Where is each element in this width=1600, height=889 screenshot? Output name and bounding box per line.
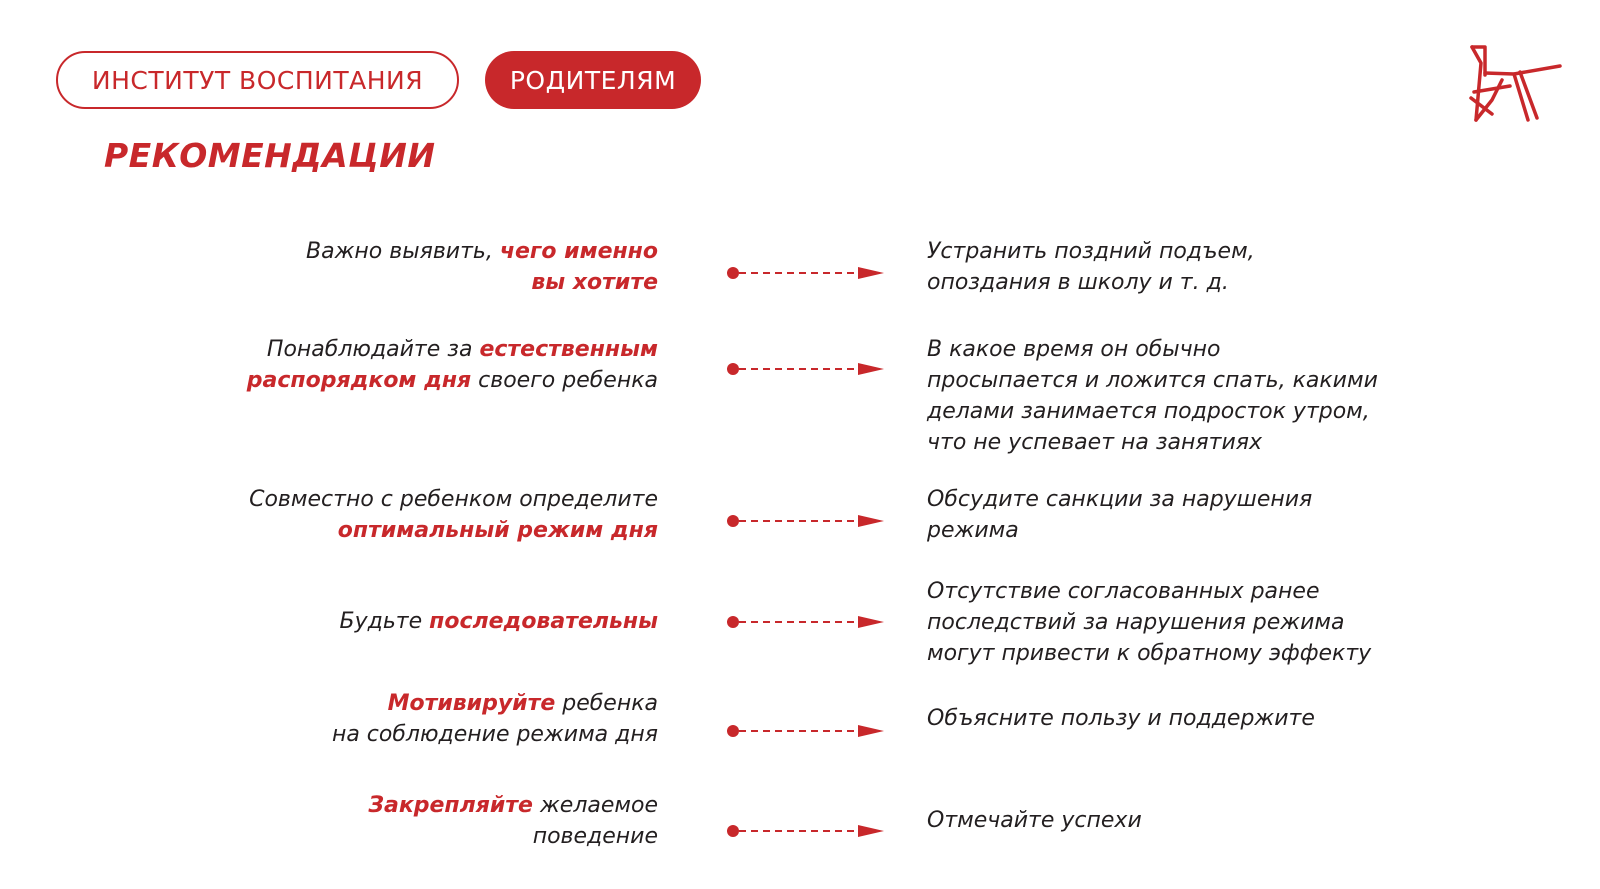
recommendation-detail [927, 334, 1547, 458]
institute-badge-label: ИНСТИТУТ ВОСПИТАНИЯ [91, 65, 424, 95]
highlight-text: естественным [479, 337, 658, 362]
dashed-arrow-icon [726, 265, 884, 281]
recommendation-detail [927, 484, 1547, 546]
highlight-text: Мотивируйте [387, 691, 556, 716]
parents-badge-label: РОДИТЕЛЯМ [509, 65, 677, 95]
action-text: своего ребенка [471, 368, 658, 393]
recommendation-action [138, 790, 658, 852]
highlight-text: оптимальный режим дня [337, 518, 658, 543]
highlight-text: Закрепляйте [368, 793, 533, 818]
recommendation-action [138, 606, 658, 637]
horse-logo-icon [1466, 44, 1564, 124]
dashed-arrow-icon [726, 823, 884, 839]
detail-line: что не успевает на занятиях [927, 430, 1263, 455]
recommendation-action [138, 236, 658, 298]
parents-badge[interactable] [485, 51, 701, 109]
highlight-text: чего именно [499, 239, 658, 264]
highlight-text: вы хотите [531, 270, 658, 295]
recommendation-action [138, 334, 658, 396]
highlight-text: последовательны [429, 609, 658, 634]
detail-line: опоздания в школу и т. д. [927, 270, 1229, 295]
action-text: ребенка [555, 691, 658, 716]
detail-line: могут привести к обратному эффекту [927, 641, 1372, 666]
dashed-arrow-icon [726, 614, 884, 630]
recommendation-detail [927, 576, 1547, 669]
recommendation-action [138, 688, 658, 750]
action-text: Важно выявить, [306, 239, 500, 264]
highlight-text: распорядком дня [246, 368, 472, 393]
action-text: на соблюдение режима дня [331, 722, 658, 747]
recommendation-detail [927, 805, 1547, 836]
dashed-arrow-icon [726, 361, 884, 377]
recommendation-detail [927, 703, 1547, 734]
detail-line: делами занимается подросток утром, [927, 399, 1370, 424]
detail-line: Объясните пользу и поддержите [927, 706, 1315, 731]
action-text: Понаблюдайте за [266, 337, 480, 362]
detail-line: Отсутствие согласованных ранее [927, 579, 1320, 604]
action-text: Будьте [339, 609, 430, 634]
dashed-arrow-icon [726, 513, 884, 529]
dashed-arrow-icon [726, 723, 884, 739]
detail-line: Устранить поздний подъем, [927, 239, 1255, 264]
recommendation-detail [927, 236, 1547, 298]
detail-line: просыпается и ложится спать, какими [927, 368, 1378, 393]
detail-line: Отмечайте успехи [927, 808, 1142, 833]
action-text: Совместно с ребенком определите [249, 487, 658, 512]
page-title: РЕКОМЕНДАЦИИ [104, 136, 436, 175]
detail-line: В какое время он обычно [927, 337, 1221, 362]
recommendation-action [138, 484, 658, 546]
action-text: желаемое [532, 793, 658, 818]
institute-badge[interactable] [56, 51, 459, 109]
action-text: поведение [532, 824, 658, 849]
detail-line: режима [927, 518, 1019, 543]
detail-line: Обсудите санкции за нарушения [927, 487, 1313, 512]
detail-line: последствий за нарушения режима [927, 610, 1345, 635]
